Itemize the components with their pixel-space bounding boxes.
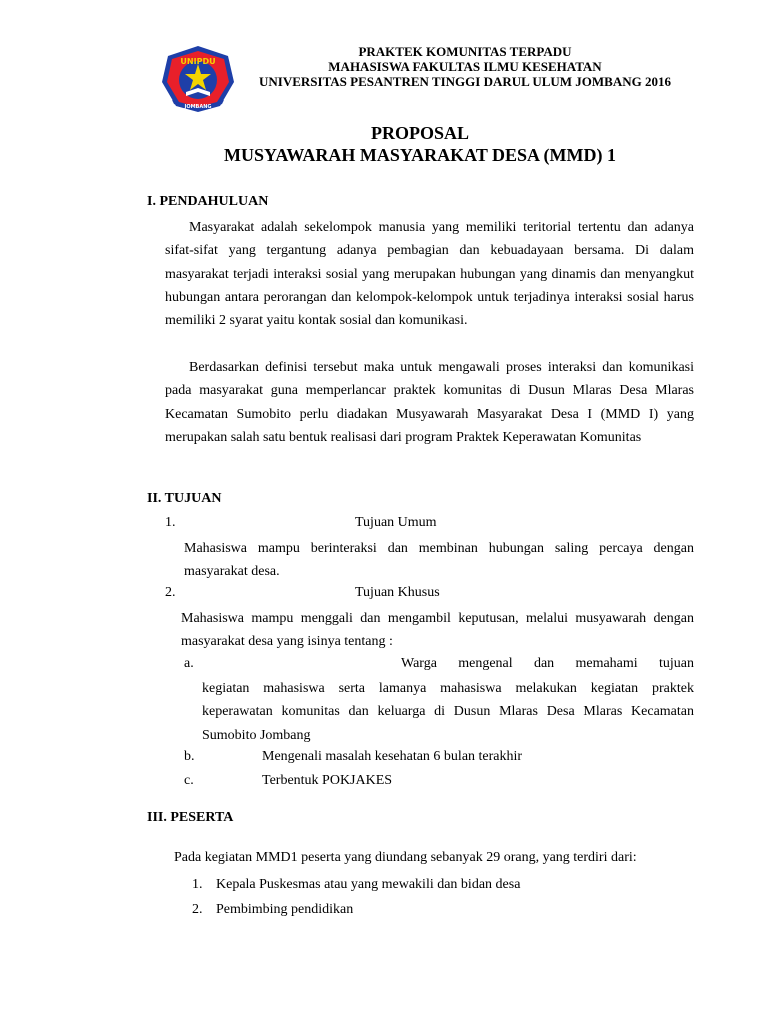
subheading-tujuan-khusus: Tujuan Khusus [355, 585, 440, 600]
header-line-1: PRAKTEK KOMUNITAS TERPADU [358, 44, 572, 59]
list-letter: c. [184, 773, 194, 788]
word: Warga [401, 656, 437, 671]
list-number: 1. [192, 877, 203, 892]
word: memahami [575, 656, 638, 671]
document-subtitle: MUSYAWARAH MASYARAKAT DESA (MMD) 1 [223, 145, 617, 165]
header-line-2: MAHASISWA FAKULTAS ILMU KESEHATAN [328, 59, 602, 74]
paragraph-pendahuluan-1: Masyarakat adalah sekelompok manusia yang memiliki teritorial tertentu dan adanya sifat-sifat yang tergantung adanya pembagian dan kebuadayaan bersama. Di dalam masyarakat terjadi interaksi sosial yang merupakan hubungan yang dinamis dan menyangkut hubungan antara perorangan dan kelompok-kelompok untuk terjadinya interaksi sosial harus memiliki 2 syarat yaitu kontak sosial dan komunikasi. [165, 220, 694, 329]
sub-item-b-text: Mengenali masalah kesehatan 6 bulan terakhir [262, 749, 523, 764]
word: mengenal [458, 656, 513, 671]
subheading-tujuan-umum: Tujuan Umum [355, 515, 437, 530]
logo-top-text: UNIPDU [180, 57, 216, 66]
section-heading-peserta: III. PESERTA [147, 810, 234, 825]
list-number: 1. [165, 515, 176, 530]
unipdu-emblem-icon [160, 44, 236, 114]
word: dan [533, 656, 555, 671]
list-item: Kepala Puskesmas atau yang mewakili dan bidan desa [216, 877, 521, 892]
list-letter: a. [184, 656, 194, 671]
paragraph-tujuan-khusus: Mahasiswa mampu menggali dan mengambil keputusan, melalui musyawarah dengan masyarakat desa yang isinya tentang : [181, 611, 694, 650]
paragraph-pendahuluan-2: Berdasarkan definisi tersebut maka untuk mengawali proses interaksi dan komunikasi pada masyarakat guna memperlancar praktek komunitas di Dusun Mlaras Desa Mlaras Kecamatan Sumobito perlu diadakan Musyawarah Masyarakat Desa I (MMD I) yang merupakan salah satu bentuk realisasi dari program Praktek Keperawatan Komunitas [165, 360, 694, 445]
list-letter: b. [184, 749, 195, 764]
paragraph-peserta-intro: Pada kegiatan MMD1 peserta yang diundang sebanyak 29 orang, yang terdiri dari: [174, 850, 637, 865]
word: tujuan [658, 656, 694, 671]
sub-item-a-text: kegiatan mahasiswa serta lamanya mahasiswa melakukan kegiatan praktek keperawatan komunitas dan keluarga di Dusun Mlaras Desa Mlaras Kecamatan Sumobito Jombang [202, 681, 694, 743]
sub-item-a-first-line [401, 656, 694, 672]
document-title: PROPOSAL [370, 123, 469, 143]
sub-item-c-text: Terbentuk POKJAKES [262, 773, 393, 788]
logo-bottom-text: JOMBANG [184, 104, 212, 110]
list-number: 2. [165, 585, 176, 600]
list-item: Pembimbing pendidikan [216, 902, 354, 917]
list-number: 2. [192, 902, 203, 917]
header-line-3: UNIVERSITAS PESANTREN TINGGI DARUL ULUM JOMBANG 2016 [259, 74, 671, 89]
section-heading-tujuan: II. TUJUAN [147, 491, 222, 506]
paragraph-tujuan-umum: Mahasiswa mampu berinteraksi dan membinan hubungan saling percaya dengan masyarakat desa. [184, 541, 694, 580]
section-heading-pendahuluan: I. PENDAHULUAN [147, 194, 269, 209]
university-logo [160, 44, 236, 114]
